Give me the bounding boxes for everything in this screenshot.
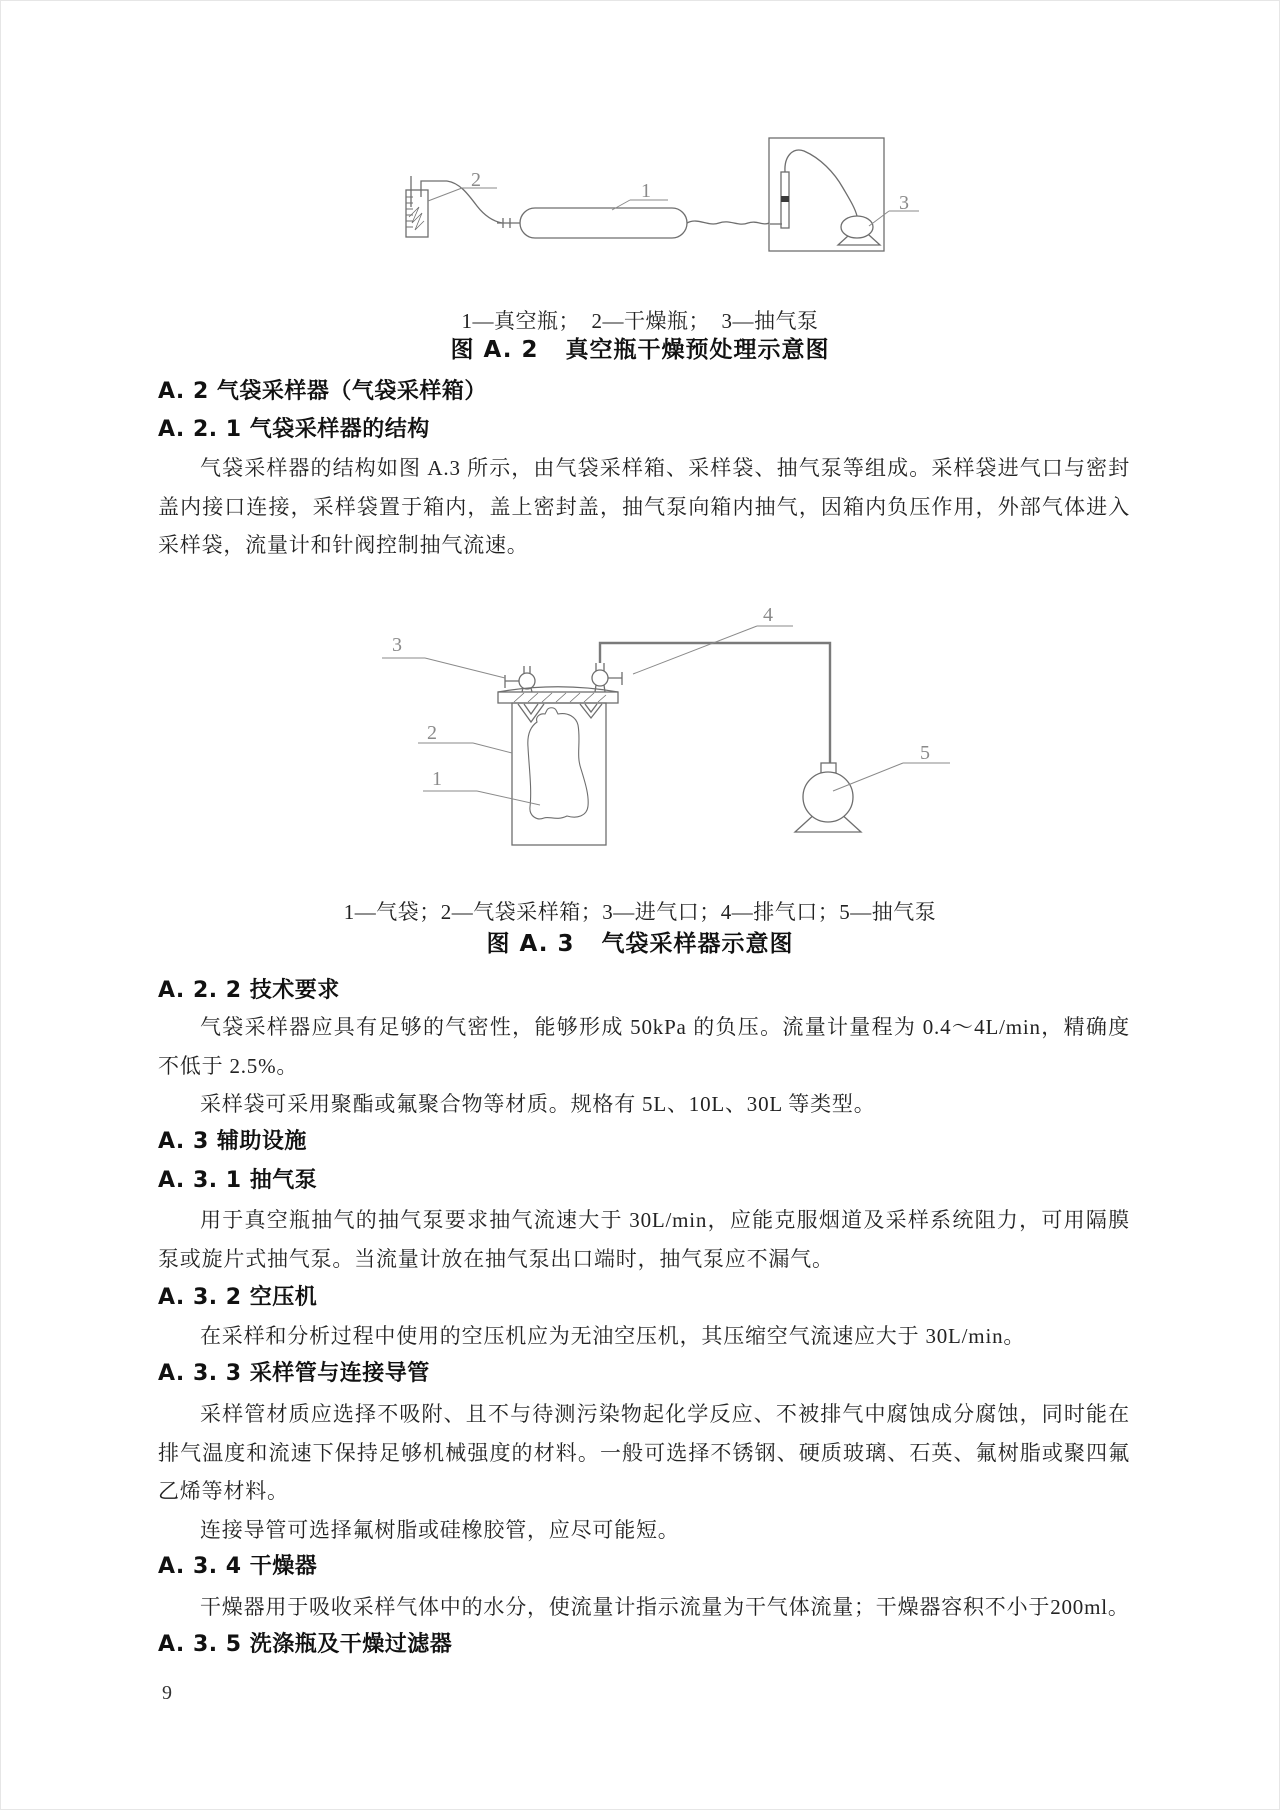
paragraph-a22a: 气袋采样器应具有足够的气密性，能够形成 50kPa 的负压。流量计量程为 0.4～4L/min，精确度不低于 2.5%。 [158,1015,1130,1078]
paragraph-a33a: 采样管材质应选择不吸附、且不与待测污染物起化学反应、不被排气中腐蚀成分腐蚀，同时能在排气温度和流速下保持足够机械强度的材料。一般可选择不锈钢、硬质玻璃、石英、氟树脂或聚四氟乙烯等材料。 [158,1402,1130,1503]
paragraph-a22b: 采样袋可采用聚酯或氟聚合物等材质。规格有 5L、10L、30L 等类型。 [200,1092,876,1116]
pump-enclosure [769,138,884,251]
figure-a3-label-5: 5 [920,742,930,764]
sampling-box [512,703,606,845]
heading-a35: A. 3. 5 洗涤瓶及干燥过滤器 [158,1632,453,1657]
heading-a34: A. 3. 4 干燥器 [158,1554,318,1579]
heading-a31: A. 3. 1 抽气泵 [158,1168,318,1193]
page-number: 9 [162,1682,172,1704]
figure-a3-label-1: 1 [432,768,442,790]
figure-a3-title: 图 A. 3 气袋采样器示意图 [486,931,794,957]
heading-a32: A. 3. 2 空压机 [158,1285,318,1310]
paragraph-a21: 气袋采样器的结构如图 A.3 所示，由气袋采样箱、采样袋、抽气泵等组成。采样袋进气口与密封盖内接口连接，采样袋置于箱内，盖上密封盖，抽气泵向箱内抽气，因箱内负压作用，外部气体进入采样袋，流量计和针阀控制抽气流速。 [158,456,1130,557]
pump-body [841,216,873,238]
outlet-valve [592,663,622,692]
pump-body [803,772,853,822]
heading-a3: A. 3 辅助设施 [158,1129,307,1154]
drying-bottle [406,176,447,237]
figure-a3-label-3: 3 [392,634,402,656]
heading-a33: A. 3. 3 采样管与连接导管 [158,1361,430,1386]
flowmeter-float [781,196,789,202]
figure-a3-legend: 1—气袋；2—气袋采样箱；3—进气口；4—排气口；5—抽气泵 [343,900,937,924]
tube-capsule-to-box [687,221,769,224]
figure-a2-label-3: 3 [899,192,909,214]
heading-a2: A. 2 气袋采样器（气袋采样箱） [158,379,487,404]
gas-bag [528,708,588,819]
figure-a2-label-1: 1 [641,180,651,202]
vacuum-bottle-drying-setup [406,138,919,251]
figure-a2-legend: 1—真空瓶； 2—干燥瓶； 3—抽气泵 [461,309,819,333]
gas-bag-sampler [382,626,950,845]
lid-ports [518,704,602,722]
paragraph-a34: 干燥器用于吸收采样气体中的水分，使流量计指示流量为干气体流量；干燥器容积不小于200ml。 [200,1595,1130,1619]
callout-lines [382,626,950,805]
tube-connector [497,218,520,228]
figure-a3-diagram [0,595,1280,895]
figure-a3-label-2: 2 [427,722,437,744]
figure-a3-label-4: 4 [763,604,773,626]
inlet-valve [505,666,535,692]
suction-pump [795,763,861,832]
paragraph-a31: 用于真空瓶抽气的抽气泵要求抽气流速大于 30L/min，应能克服烟道及采样系统阻力，可用隔膜泵或旋片式抽气泵。当流量计放在抽气泵出口端时，抽气泵应不漏气。 [158,1208,1130,1271]
paragraph-a33b: 连接导管可选择氟树脂或硅橡胶管，应尽可能短。 [200,1518,680,1542]
figure-a2-diagram [0,0,1280,300]
box-lid [498,687,618,703]
vacuum-bottle [520,208,687,238]
heading-a22: A. 2. 2 技术要求 [158,978,340,1003]
heading-a21: A. 2. 1 气袋采样器的结构 [158,417,430,442]
figure-a2-label-2: 2 [471,169,481,191]
figure-a2-title: 图 A. 2 真空瓶干燥预处理示意图 [450,337,830,363]
paragraph-a32: 在采样和分析过程中使用的空压机应为无油空压机，其压缩空气流速应大于 30L/min。 [200,1324,1026,1348]
exhaust-pipe [600,643,830,763]
